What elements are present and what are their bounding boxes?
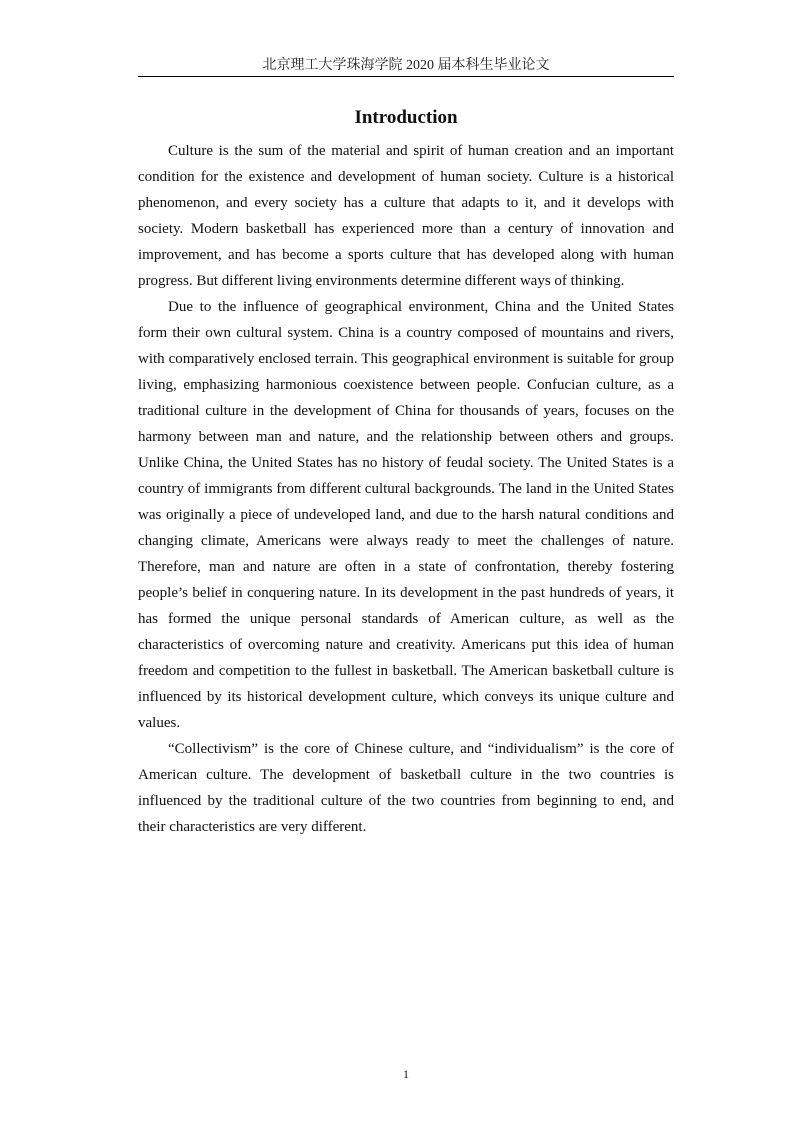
header-rule <box>138 76 674 77</box>
page-title: Introduction <box>354 107 458 128</box>
body-text <box>138 138 674 840</box>
paragraph-3: “Collectivism” is the core of Chinese culture, and “individualism” is the core of American culture. The development of basketball culture in the two countries is influenced by the traditional culture of the two countries from beginning to end, and their characteristics are very different. <box>138 741 674 835</box>
paragraph-2: Due to the influence of geographical environment, China and the United States form their own cultural system. China is a country composed of mountains and rivers, with comparatively enclosed terrain. This geographical environment is suitable for group living, emphasizing harmonious coexistence between people. Confucian culture, as a traditional culture in the development of China for thousands of years, focuses on the harmony between man and nature, and the relationship between others and groups. Unlike China, the United States has no history of feudal society. The United States is a country of immigrants from different cultural backgrounds. The land in the United States was originally a piece of undeveloped land, and due to the harsh natural conditions and changing climate, Americans were always ready to meet the challenges of nature. Therefore, man and nature are often in a state of confrontation, thereby fostering people’s belief in conquering nature. In its development in the past hundreds of years, it has formed the unique personal standards of American culture, as well as the characteristics of overcoming nature and creativity. Americans put this idea of human freedom and competition to the fullest in basketball. The American basketball culture is influenced by its historical development culture, which conveys its unique culture and values. <box>138 299 674 731</box>
page-number: 1 <box>403 1067 409 1081</box>
paragraph-1: Culture is the sum of the material and spirit of human creation and an important condition for the existence and development of human society. Culture is a historical phenomenon, and every society has a culture that adapts to it, and it develops with society. Modern basketball has experienced more than a century of innovation and improvement, and has become a sports culture that has developed along with human progress. But different living environments determine different ways of thinking. <box>138 143 674 289</box>
running-header: 北京理工大学珠海学院 2020 届本科生毕业论文 <box>262 58 550 73</box>
